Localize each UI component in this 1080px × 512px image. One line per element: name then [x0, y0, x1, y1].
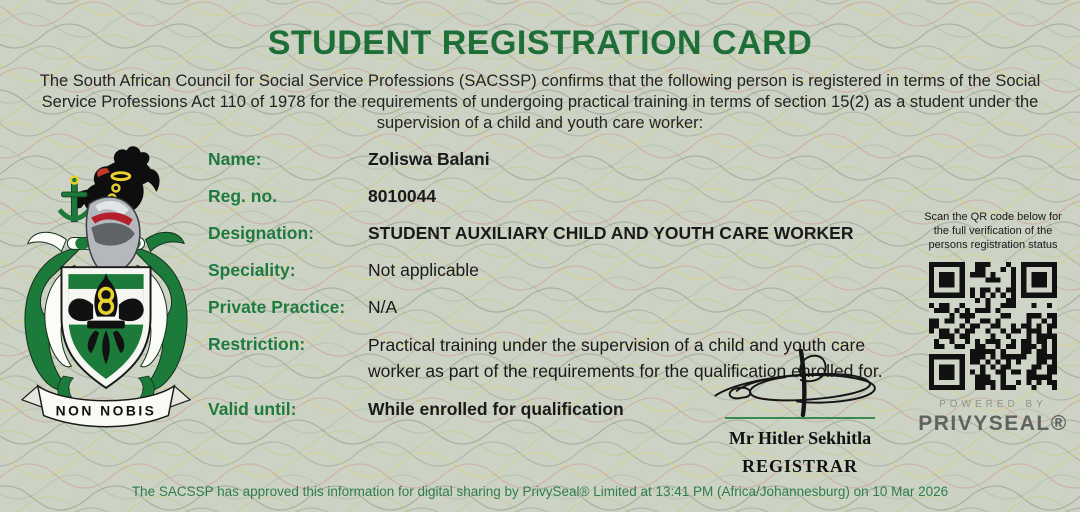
field-value-valid-until: While enrolled for qualification — [368, 399, 624, 419]
registrar-name: Mr Hitler Sekhitla — [728, 428, 872, 448]
field-row-speciality — [208, 258, 924, 282]
field-label-private-practice: Private Practice: — [208, 297, 346, 317]
field-label-speciality: Speciality: — [208, 260, 296, 280]
field-label-restriction: Restriction: — [208, 334, 306, 354]
qr-code — [929, 262, 1057, 390]
field-label-name: Name: — [208, 149, 262, 169]
signature-block — [697, 347, 903, 477]
approval-footer: The SACSSP has approved this information for digital sharing by PrivySeal® Limited at 13:41 PM (Africa/Johannesburg) on 10 Mar 2026 — [131, 484, 949, 499]
field-value-name: Zoliswa Balani — [368, 149, 490, 169]
logo-motto: NON NOBIS — [55, 402, 157, 419]
sacssp-coat-of-arms — [12, 140, 200, 428]
powered-by-label: POWERED BY — [939, 399, 1047, 410]
page-title: STUDENT REGISTRATION CARD — [267, 24, 813, 62]
field-value-restriction: Practical training under the supervision of a child and youth care worker as part of the requirements for the qualification enrolled for. — [368, 335, 883, 381]
field-label-valid-until: Valid until: — [208, 399, 297, 419]
registrar-signature — [705, 347, 895, 417]
signature-line — [725, 417, 875, 419]
shield — [61, 267, 150, 388]
registrar-title: REGISTRAR — [741, 456, 859, 476]
privyseal-brand: PRIVYSEAL® — [918, 412, 1068, 435]
field-value-private-practice: N/A — [368, 297, 398, 317]
field-row-name — [208, 147, 924, 171]
qr-instruction: Scan the QR code below for the full verification of the persons registration status — [924, 211, 1062, 251]
field-label-reg-no: Reg. no. — [208, 186, 278, 206]
field-row-private-practice — [208, 295, 924, 319]
field-row-reg-no — [208, 184, 924, 208]
motto-banner — [22, 386, 190, 427]
field-value-designation: STUDENT AUXILIARY CHILD AND YOUTH CARE WORKER — [368, 223, 854, 243]
intro-text: The South African Council for Social Service Professions (SACSSP) confirms that the following person is registered in terms of the Social Service Professions Act 110 of 1978 for the requirements of undergoing practical training in terms of section 15(2) as a student under the supervision of a child and youth care worker: — [39, 72, 1041, 132]
qr-section — [917, 210, 1069, 436]
field-row-designation — [208, 221, 924, 245]
field-value-speciality: Not applicable — [368, 260, 479, 280]
helmet — [86, 197, 139, 269]
field-value-reg-no: 8010044 — [368, 186, 437, 206]
field-label-designation: Designation: — [208, 223, 314, 243]
